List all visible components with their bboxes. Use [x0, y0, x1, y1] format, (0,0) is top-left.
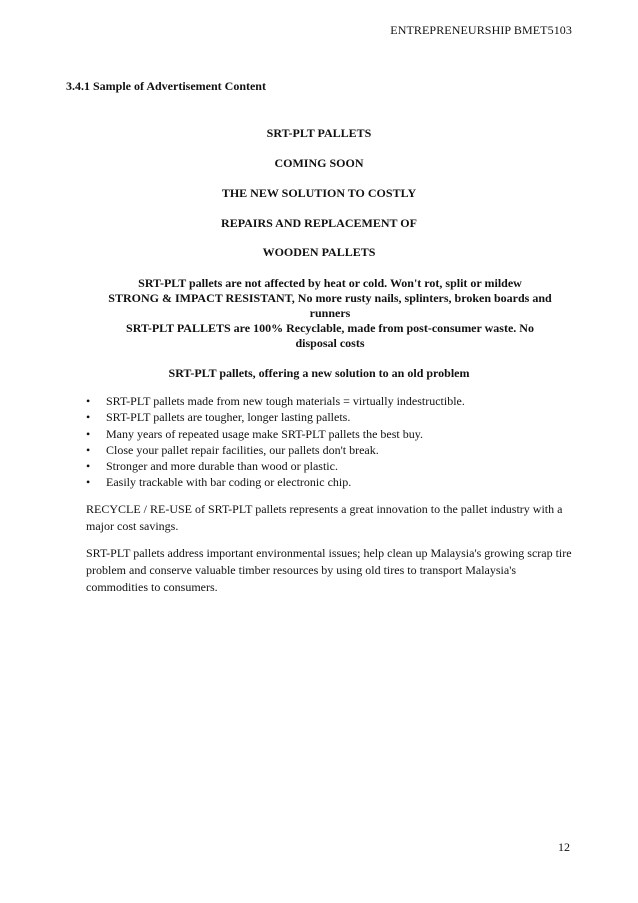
list-item-text: SRT-PLT pallets made from new tough materials = virtually indestructible.: [106, 394, 465, 408]
ad-headline-1: SRT-PLT PALLETS: [266, 126, 372, 140]
bullet-icon: •: [86, 426, 91, 441]
ad-claims: [80, 276, 580, 351]
list-item: [86, 442, 465, 458]
ad-claim-line: SRT-PLT PALLETS are 100% Recyclable, made from post-consumer waste. No: [126, 321, 534, 335]
list-item: [86, 474, 465, 490]
ad-claim-line: STRONG & IMPACT RESISTANT, No more rusty nails, splinters, broken boards and: [108, 291, 552, 305]
paragraph-environment: SRT-PLT pallets address important environmental issues; help clean up Malaysia's growing scrap tire problem and conserve valuable timber resources by using old tires to transport Malaysia's commodities to consumers.: [86, 546, 572, 594]
ad-claim-line: runners: [309, 306, 351, 320]
list-item-text: Many years of repeated usage make SRT-PLT pallets the best buy.: [106, 426, 423, 441]
list-item-text: Close your pallet repair facilities, our pallets don't break.: [106, 442, 379, 457]
ad-tagline: SRT-PLT pallets, offering a new solution to an old problem: [168, 366, 470, 380]
ad-headline-4: REPAIRS AND REPLACEMENT OF: [221, 216, 417, 230]
paragraph-recycle: RECYCLE / RE-USE of SRT-PLT pallets represents a great innovation to the pallet industry with a major cost savings.: [86, 502, 563, 533]
ad-claim-line: SRT-PLT pallets are not affected by heat or cold. Won't rot, split or mildew: [138, 276, 522, 290]
list-item-text: Stronger and more durable than wood or plastic.: [106, 459, 338, 474]
section-title: 3.4.1 Sample of Advertisement Content: [66, 79, 266, 93]
bullet-icon: •: [86, 475, 91, 490]
bullet-icon: •: [86, 459, 91, 474]
list-item-text: Easily trackable with bar coding or electronic chip.: [106, 475, 352, 490]
ad-headline-3: THE NEW SOLUTION TO COSTLY: [221, 186, 417, 200]
page-header: ENTREPRENEURSHIP BMET5103: [390, 23, 572, 37]
list-item: [86, 426, 465, 442]
feature-list: [86, 393, 465, 491]
list-item-text: SRT-PLT pallets are tougher, longer lasting pallets.: [106, 410, 351, 425]
ad-headline-2: COMING SOON: [274, 156, 364, 170]
bullet-icon: •: [86, 410, 91, 425]
bullet-icon: •: [86, 442, 91, 457]
ad-claim-line: disposal costs: [295, 336, 365, 350]
page-number: 12: [558, 840, 570, 854]
list-item: [86, 409, 465, 425]
list-item: [86, 458, 465, 474]
bullet-icon: •: [86, 394, 91, 408]
list-item: [86, 393, 465, 409]
ad-headline-5: WOODEN PALLETS: [262, 245, 376, 259]
